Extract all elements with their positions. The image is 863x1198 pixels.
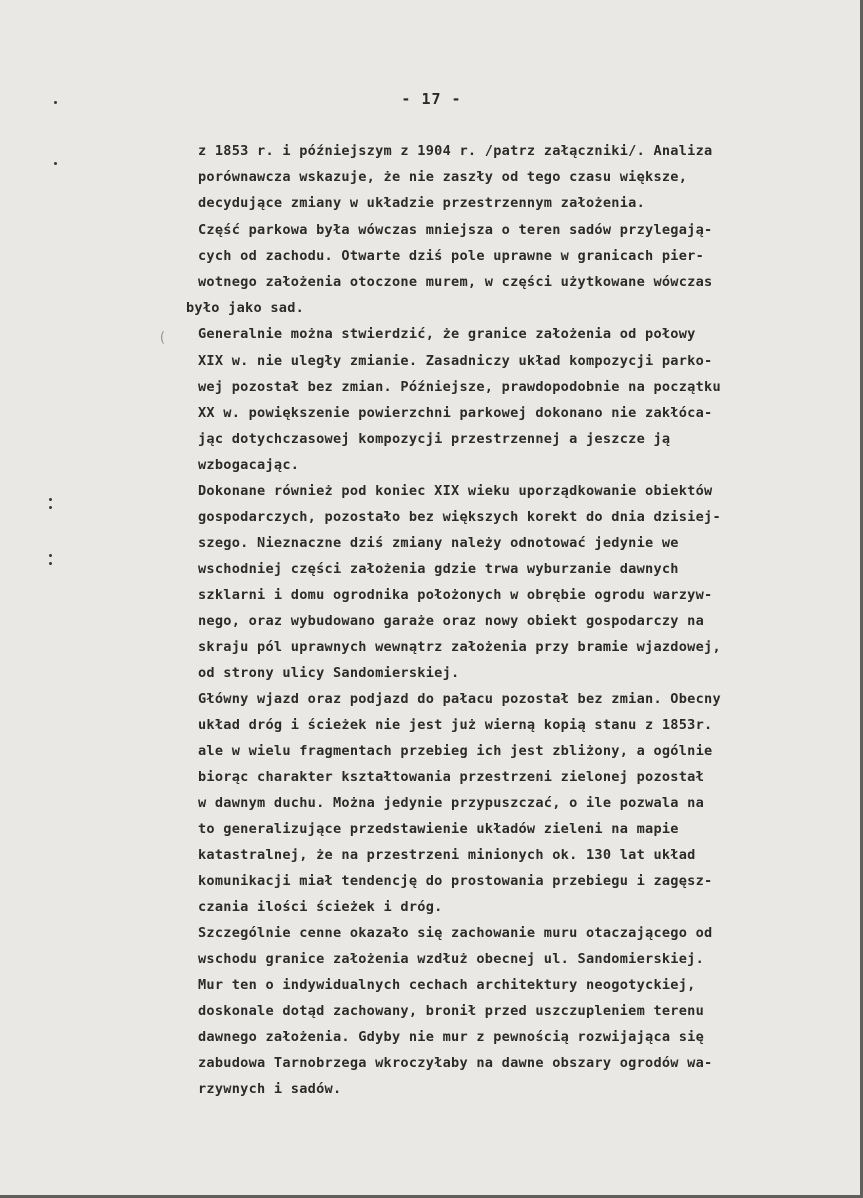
text-line: katastralnej, że na przestrzeni minionych ok. 130 lat układ [198,847,696,863]
text-line: wotnego założenia otoczone murem, w części użytkowane wówczas [198,274,713,290]
text-line: czania ilości ścieżek i dróg. [198,899,443,915]
text-line: Część parkowa była wówczas mniejsza o teren sadów przylegają- [198,222,713,238]
text-line: doskonale dotąd zachowany, bronił przed uszczupleniem terenu [198,1003,705,1019]
text-line: komunikacji miał tendencję do prostowania przebiegu i zagęsz- [198,873,713,889]
text-line: decydujące zmiany w układzie przestrzennym założenia. [198,195,646,211]
text-line: gospodarczych, pozostało bez większych korekt do dnia dzisiej- [198,509,721,525]
punch-mark [49,554,52,557]
text-line: w dawnym duchu. Można jedynie przypuszczać, o ile pozwala na [198,795,705,811]
text-line: skraju pól uprawnych wewnątrz założenia przy bramie wjazdowej, [198,639,721,655]
punch-mark [49,498,52,501]
text-line: Dokonane również pod koniec XIX wieku uporządkowanie obiektów [198,483,713,499]
text-line: od strony ulicy Sandomierskiej. [198,665,460,681]
text-line: cych od zachodu. Otwarte dziś pole uprawne w granicach pier- [198,248,705,264]
text-line: z 1853 r. i późniejszym z 1904 r. /patrz załączniki/. Analiza [198,143,713,159]
text-line: Generalnie można stwierdzić, że granice założenia od połowy [198,326,696,342]
text-line: dawnego założenia. Gdyby nie mur z pewnością rozwijająca się [198,1029,705,1045]
text-line: układ dróg i ścieżek nie jest już wierną kopią stanu z 1853r. [198,717,713,733]
text-line: XIX w. nie uległy zmianie. Zasadniczy układ kompozycji parko- [198,353,713,369]
punch-mark [49,506,52,509]
text-line: Główny wjazd oraz podjazd do pałacu pozostał bez zmian. Obecny [198,691,721,707]
text-line: Szczególnie cenne okazało się zachowanie muru otaczającego od [198,925,713,941]
text-line: wej pozostał bez zmian. Późniejsze, prawdopodobnie na początku [198,379,721,395]
text-line: XX w. powiększenie powierzchni parkowej dokonano nie zakłóca- [198,405,713,421]
punch-mark [54,162,57,165]
text-line: wschodniej części założenia gdzie trwa wyburzanie dawnych [198,561,679,577]
text-line: jąc dotychczasowej kompozycji przestrzennej a jeszcze ją [198,431,671,447]
text-line: wschodu granice założenia wzdłuż obecnej ul. Sandomierskiej. [198,951,705,967]
punch-mark [49,562,52,565]
text-line: biorąc charakter kształtowania przestrzeni zielonej pozostał [198,769,705,785]
margin-bracket-icon: ( [158,330,167,346]
text-line: nego, oraz wybudowano garaże oraz nowy obiekt gospodarczy na [198,613,705,629]
page-number: - 17 - [401,90,462,108]
text-line: porównawcza wskazuje, że nie zaszły od tego czasu większe, [198,169,688,185]
text-line: zabudowa Tarnobrzega wkroczyłaby na dawne obszary ogrodów wa- [198,1055,713,1071]
text-line: było jako sad. [186,300,305,316]
text-line: wzbogacając. [198,457,300,473]
text-line: szego. Nieznaczne dziś zmiany należy odnotować jedynie we [198,535,679,551]
text-line: ale w wielu fragmentach przebieg ich jest zbliżony, a ogólnie [198,743,713,759]
text-line: szklarni i domu ogrodnika położonych w obrębie ogrodu warzyw- [198,587,713,603]
text-line: to generalizujące przedstawienie układów zieleni na mapie [198,821,679,837]
text-line: Mur ten o indywidualnych cechach architektury neogotyckiej, [198,977,696,993]
text-line: rzywnych i sadów. [198,1081,342,1097]
